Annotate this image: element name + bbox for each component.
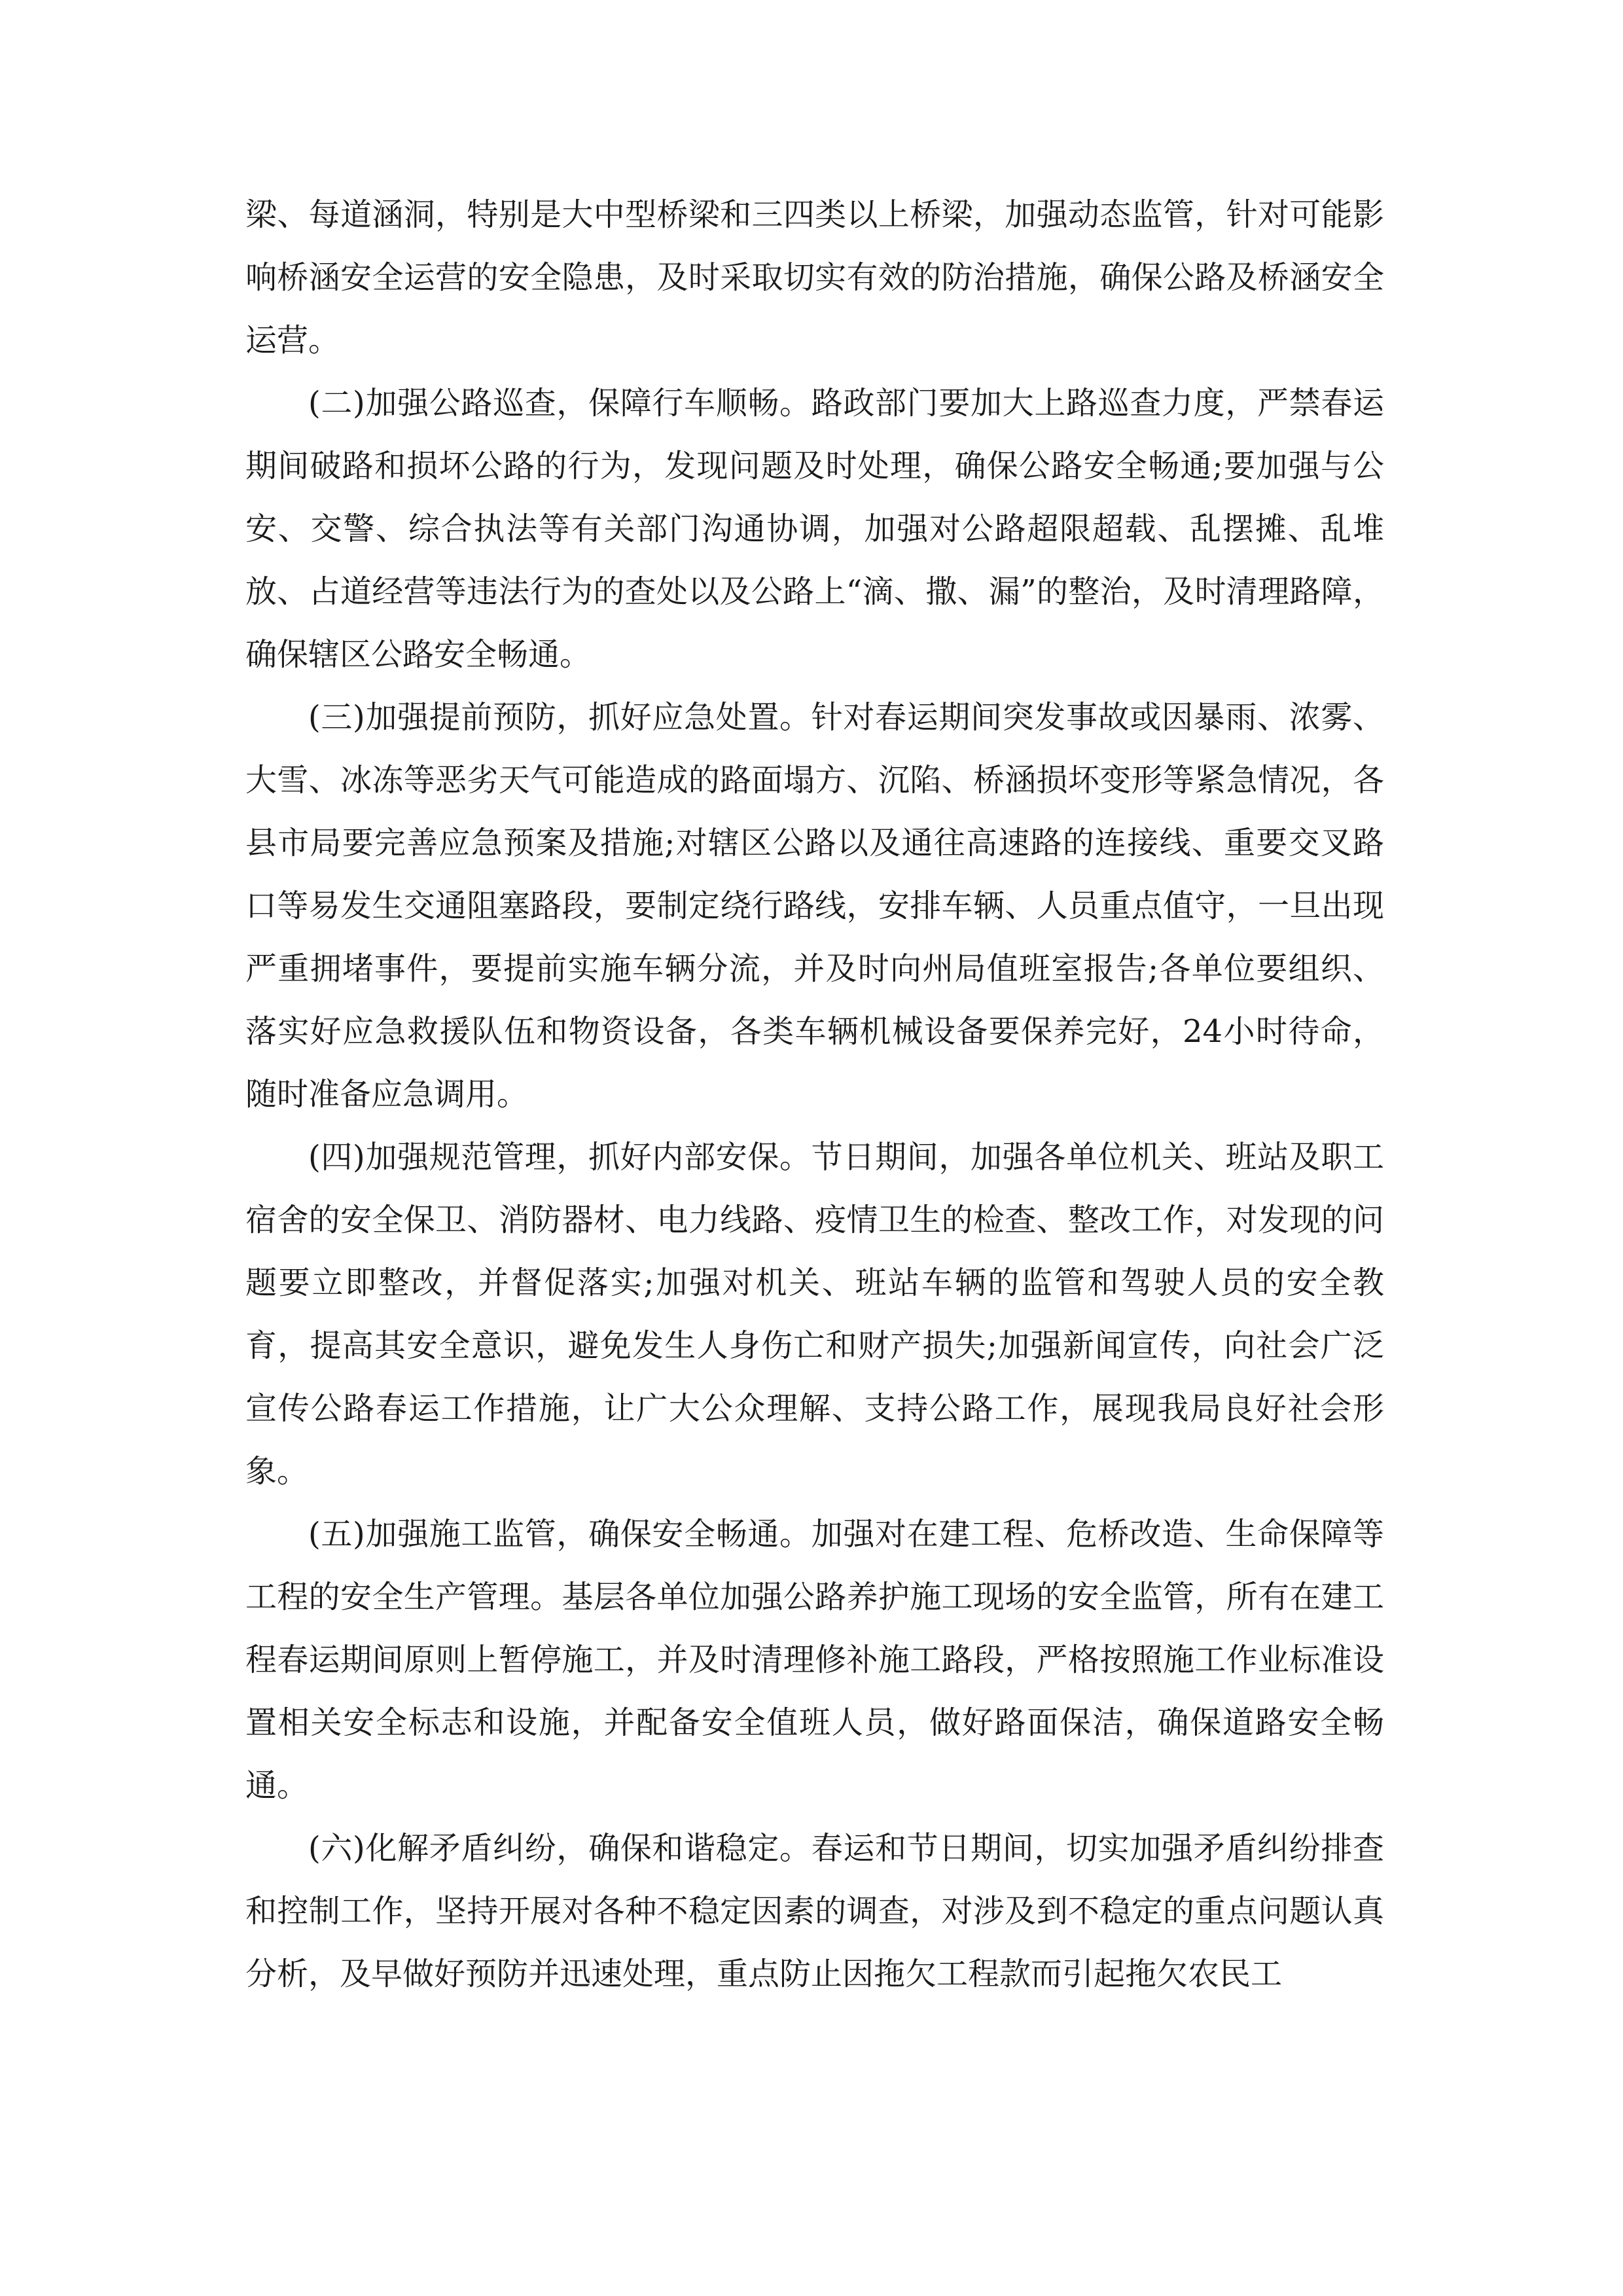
paragraph-section-2: (二)加强公路巡查，保障行车顺畅。路政部门要加大上路巡查力度，严禁春运期间破路和损坏公路的行为，发现问题及时处理，确保公路安全畅通;要加强与公安、交警、综合执法等有关部门沟通协调，加强对公路超限超载、乱摆摊、乱堆放、占道经营等违法行为的查处以及公路上“滴、撒、漏”的整治，及时清理路障，确保辖区公路安全畅通。 [245,385,1384,673]
paragraph-section-4: (四)加强规范管理，抓好内部安保。节日期间，加强各单位机关、班站及职工宿舍的安全保卫、消防器材、电力线路、疫情卫生的检查、整改工作，对发现的问题要立即整改，并督促落实;加强对机关、班站车辆的监管和驾驶人员的安全教育，提高其安全意识，避免发生人身伤亡和财产损失;加强新闻宣传，向社会广泛宣传公路春运工作措施，让广大公众理解、支持公路工作，展现我局良好社会形象。 [245,1139,1384,1490]
paragraph-continued: 梁、每道涵洞，特别是大中型桥梁和三四类以上桥梁，加强动态监管，针对可能影响桥涵安全运营的安全隐患，及时采取切实有效的防治措施，确保公路及桥涵安全运营。 [245,196,1384,359]
paragraph-section-6: (六)化解矛盾纠纷，确保和谐稳定。春运和节日期间，切实加强矛盾纠纷排查和控制工作，坚持开展对各种不稳定因素的调查，对涉及到不稳定的重点问题认真分析，及早做好预防并迅速处理，重点防止因拖欠工程款而引起拖欠农民工 [245,1830,1384,1992]
paragraph-section-5: (五)加强施工监管，确保安全畅通。加强对在建工程、危桥改造、生命保障等工程的安全生产管理。基层各单位加强公路养护施工现场的安全监管，所有在建工程春运期间原则上暂停施工，并及时清理修补施工路段，严格按照施工作业标准设置相关安全标志和设施，并配备安全值班人员，做好路面保洁，确保道路安全畅通。 [245,1516,1384,1804]
document-body [245,183,1384,2005]
paragraph-section-3: (三)加强提前预防，抓好应急处置。针对春运期间突发事故或因暴雨、浓雾、大雪、冰冻等恶劣天气可能造成的路面塌方、沉陷、桥涵损坏变形等紧急情况，各县市局要完善应急预案及措施;对辖区公路以及通往高速路的连接线、重要交叉路口等易发生交通阻塞路段，要制定绕行路线，安排车辆、人员重点值守，一旦出现严重拥堵事件，要提前实施车辆分流，并及时向州局值班室报告;各单位要组织、落实好应急救援队伍和物资设备，各类车辆机械设备要保养完好，24小时待命，随时准备应急调用。 [245,699,1384,1113]
